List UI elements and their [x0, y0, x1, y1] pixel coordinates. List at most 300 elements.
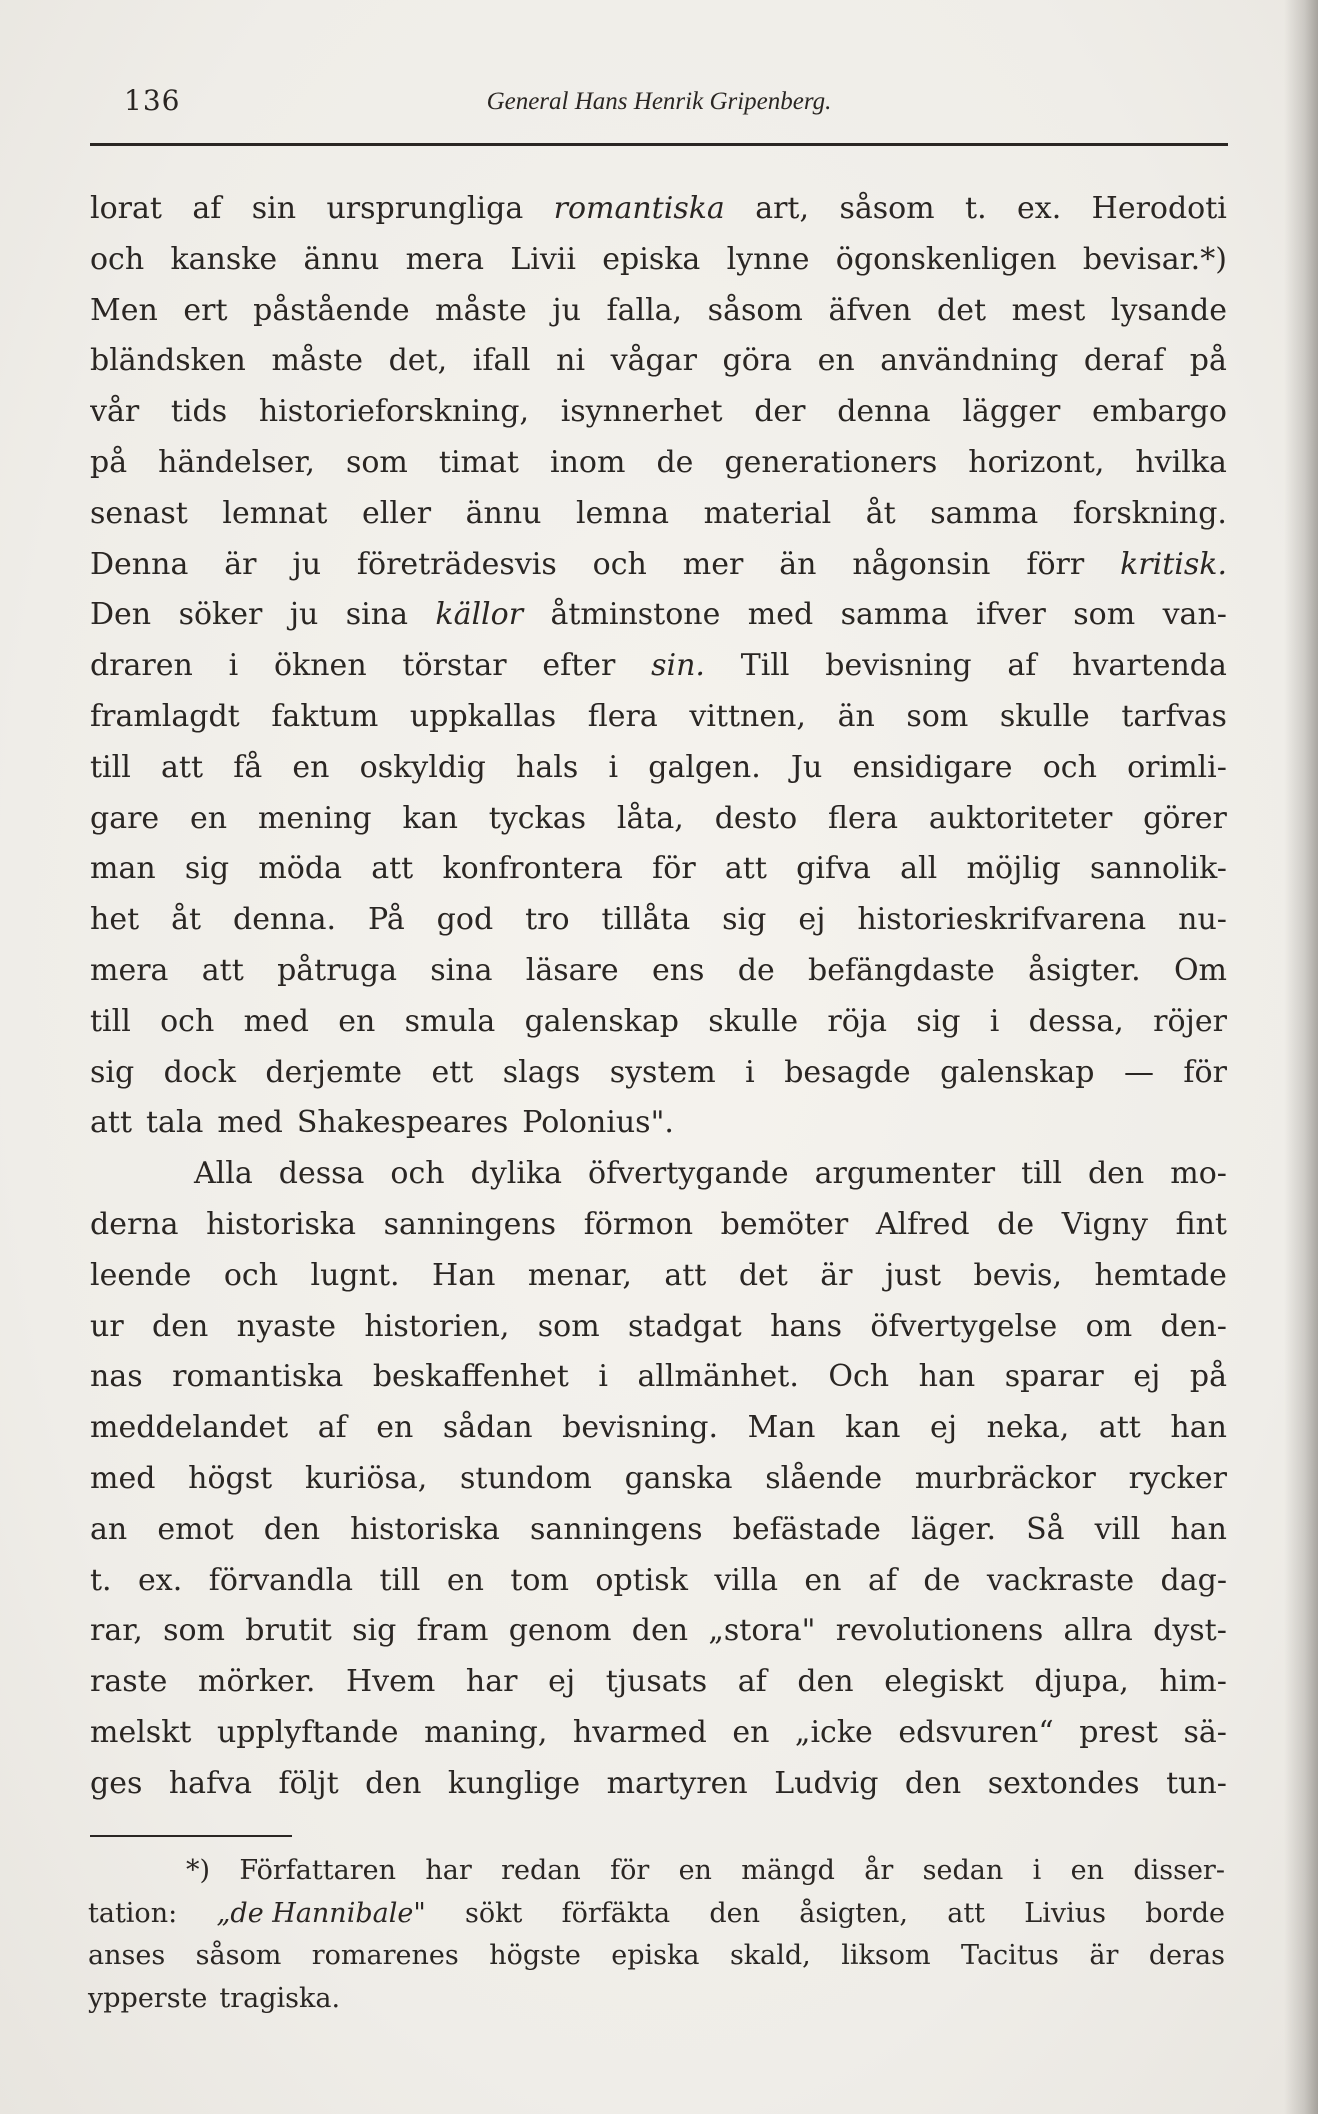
footnote-rule — [90, 1835, 292, 1837]
word: sanningens — [530, 1511, 703, 1547]
body-line — [90, 184, 1227, 235]
word: det, — [388, 343, 448, 379]
word: såsom — [839, 191, 935, 226]
word: tom — [510, 1562, 569, 1598]
word: öfvertygande — [588, 1156, 789, 1192]
body-line — [90, 438, 1227, 489]
word: kanske — [170, 241, 278, 277]
word: slående — [765, 1460, 883, 1496]
word: som — [345, 444, 408, 480]
word: hvarmed — [572, 1714, 707, 1750]
word: hans — [770, 1308, 842, 1344]
word: tillåta — [601, 902, 691, 938]
body-line — [90, 946, 1227, 997]
word: göra — [722, 343, 792, 379]
word: sig — [184, 851, 230, 887]
word: att — [90, 1105, 132, 1141]
word: flera — [587, 698, 658, 734]
word: på — [90, 444, 128, 480]
word: stadgat — [628, 1308, 742, 1344]
word: ju — [552, 292, 581, 328]
word: och — [1042, 749, 1097, 785]
word: van- — [1162, 597, 1227, 633]
word: som — [906, 698, 969, 734]
word: galgen. — [648, 749, 761, 785]
word: beskaffenhet — [372, 1359, 569, 1395]
word: öknen — [274, 648, 367, 684]
word: söker — [178, 597, 263, 633]
word: historiska — [206, 1206, 356, 1242]
word: ögonskenligen — [835, 241, 1057, 277]
word: möda — [258, 851, 342, 887]
word: att — [201, 952, 244, 988]
word: derna — [90, 1206, 179, 1242]
word: Alfred — [875, 1206, 970, 1242]
word: sina — [430, 952, 493, 988]
word: skulle — [999, 698, 1090, 734]
word: historieforskning, — [258, 394, 529, 430]
body-line — [90, 489, 1227, 540]
word: romantiska — [172, 1359, 344, 1395]
word: som — [1073, 597, 1136, 633]
word: samma — [840, 597, 949, 633]
word: sig — [916, 1003, 961, 1039]
body-line — [90, 997, 1227, 1048]
word: förmon — [583, 1206, 694, 1242]
word: Herodoti — [1091, 191, 1227, 226]
word: till — [379, 1562, 421, 1598]
word: att — [947, 1897, 986, 1929]
word: slags — [502, 1054, 581, 1090]
word: på — [1189, 343, 1227, 379]
word: sparar — [1004, 1359, 1104, 1395]
word: lemnat — [222, 495, 328, 531]
word: röjer — [1153, 1003, 1227, 1039]
word: Ludvig — [774, 1765, 879, 1801]
word: förvandla — [208, 1562, 354, 1598]
word: till — [90, 749, 131, 785]
word: draren — [90, 648, 193, 684]
word: lysande — [1110, 292, 1227, 328]
word: just — [885, 1257, 942, 1293]
word: fint — [1175, 1206, 1227, 1242]
word: På — [367, 902, 405, 938]
word: t. — [965, 191, 987, 226]
word: bevisar.*) — [1082, 241, 1227, 277]
word: melskt — [90, 1714, 192, 1750]
word: såsom — [707, 292, 803, 328]
word: sådan — [442, 1410, 533, 1446]
word: Författaren — [239, 1855, 396, 1886]
word: nyaste — [236, 1308, 337, 1344]
body-line — [90, 895, 1227, 946]
word: det — [937, 292, 987, 328]
word: på — [1189, 1359, 1227, 1395]
word: stundom — [460, 1460, 592, 1496]
word: bländsken — [90, 343, 246, 379]
word: en — [190, 800, 228, 836]
word: sedan — [922, 1855, 1004, 1886]
word: förr — [1026, 546, 1085, 582]
word: kan — [402, 800, 458, 836]
word: sin. — [651, 648, 705, 684]
word: „icke — [794, 1714, 873, 1750]
word: af — [737, 1664, 767, 1700]
word: i — [608, 749, 619, 785]
word: Man — [747, 1410, 816, 1446]
word: följt — [278, 1765, 339, 1801]
word: lynne — [726, 241, 810, 277]
word: om — [1085, 1308, 1133, 1344]
word: Hvem — [346, 1664, 436, 1700]
word: dyst- — [1153, 1613, 1227, 1649]
word: forskning. — [1072, 495, 1227, 531]
word: ett — [431, 1054, 474, 1090]
word: ej — [798, 902, 826, 938]
word: upplyftande — [216, 1714, 399, 1750]
word: läger. — [910, 1511, 997, 1547]
word: tro — [525, 902, 570, 938]
body-line — [90, 1505, 1227, 1556]
word: påtruga — [277, 952, 397, 988]
word: hemtade — [1094, 1257, 1227, 1293]
word: den- — [1160, 1308, 1227, 1344]
word: ensidigare — [852, 749, 1013, 785]
word: martyren — [606, 1765, 748, 1801]
word: maning, — [424, 1714, 548, 1750]
body-line — [90, 1708, 1227, 1759]
word: sannolik- — [1089, 851, 1227, 887]
word: med — [243, 1003, 309, 1039]
word: och — [160, 1003, 215, 1039]
word: ex. — [138, 1562, 183, 1598]
word: en — [804, 1562, 842, 1598]
word: år — [864, 1855, 894, 1886]
word: historieskrifvarena — [857, 902, 1147, 938]
word: bevisning. — [562, 1410, 719, 1446]
word: historien, — [364, 1308, 510, 1344]
body-line — [90, 1251, 1227, 1302]
word: orimli- — [1127, 749, 1227, 785]
word: faktum — [271, 698, 379, 734]
word: Men — [90, 292, 158, 328]
word: elegiskt — [884, 1664, 1004, 1700]
word: möjlig — [966, 851, 1061, 887]
word: flera — [828, 800, 899, 836]
word: en — [446, 1562, 484, 1598]
word: an — [90, 1511, 128, 1547]
word: tragiska. — [219, 1982, 341, 2014]
word: och — [592, 546, 647, 582]
page-header — [90, 84, 1228, 124]
word: all — [900, 851, 938, 887]
word: embargo — [1092, 394, 1227, 430]
word: och — [90, 241, 145, 277]
word: åtminstone — [550, 597, 721, 633]
word: denna — [837, 394, 931, 430]
word: ej — [1133, 1359, 1161, 1395]
word: leende — [90, 1257, 192, 1293]
body-line — [90, 387, 1227, 438]
word: man — [90, 851, 156, 887]
word: äfven — [828, 292, 912, 328]
word: auktoriteter — [928, 800, 1113, 836]
word: derjemte — [265, 1054, 402, 1090]
word: sin — [251, 191, 297, 226]
word: timat — [438, 444, 519, 480]
word: mest — [1011, 292, 1086, 328]
word: system — [609, 1054, 716, 1090]
word: af — [867, 1562, 897, 1598]
word: material — [703, 495, 832, 531]
word: ifver — [976, 597, 1046, 633]
word: ert — [183, 292, 228, 328]
word: tjusats — [605, 1664, 708, 1700]
word: öfvertygelse — [870, 1308, 1058, 1344]
word: är — [820, 1257, 853, 1293]
word: han — [1170, 1511, 1227, 1547]
body-line — [90, 1657, 1227, 1708]
word: ur — [90, 1308, 124, 1344]
word: tala — [146, 1105, 204, 1141]
word: nas — [90, 1359, 143, 1395]
word: hvartenda — [1072, 648, 1227, 684]
word: eller — [362, 495, 432, 531]
footnote-line — [88, 1935, 1225, 1978]
word: desto — [714, 800, 798, 836]
word: falla, — [606, 292, 683, 328]
word: ens — [651, 952, 705, 988]
word: med — [217, 1105, 283, 1141]
word: smula — [404, 1003, 496, 1039]
word: än — [779, 546, 817, 582]
word: för — [1183, 1054, 1227, 1090]
body-line — [90, 1098, 1227, 1149]
word: hals — [516, 749, 579, 785]
word: djupa, — [1034, 1664, 1129, 1700]
word: en — [338, 1003, 376, 1039]
body-line — [90, 641, 1227, 692]
word: emot — [157, 1511, 234, 1547]
word: mera — [405, 241, 485, 277]
word: mer — [682, 546, 744, 582]
word: befästade — [732, 1511, 881, 1547]
word: mängd — [741, 1855, 835, 1886]
word: mera — [90, 952, 169, 988]
word: god — [436, 902, 494, 938]
word: en — [678, 1855, 712, 1886]
word: kritisk. — [1120, 546, 1227, 582]
word: tarfvas — [1121, 698, 1227, 734]
word: kunglige — [447, 1765, 581, 1801]
word: ej — [548, 1664, 576, 1700]
word: episka — [611, 1940, 700, 1971]
word: villa — [714, 1562, 778, 1598]
word: Så — [1026, 1511, 1065, 1547]
page-number: 136 — [124, 84, 181, 117]
word: romarenes — [311, 1940, 459, 1971]
word: högst — [188, 1460, 273, 1496]
footnote-line — [88, 1893, 1225, 1936]
word: mörker. — [198, 1664, 316, 1700]
word: efter — [542, 648, 616, 684]
word: med — [747, 597, 814, 633]
word: raste — [90, 1664, 168, 1700]
word: hvilka — [1135, 444, 1227, 480]
word: källor — [435, 597, 524, 633]
word: konfrontera — [442, 851, 623, 887]
word: Om — [1173, 952, 1227, 988]
body-line — [90, 1352, 1227, 1403]
word: han — [1170, 1410, 1227, 1446]
word: dessa — [278, 1156, 365, 1192]
word: menar, — [527, 1257, 632, 1293]
word: lägger — [962, 394, 1061, 430]
word: törstar — [402, 648, 507, 684]
word: åsigten, — [799, 1897, 908, 1929]
word: Han — [432, 1257, 496, 1293]
word: ganska — [624, 1460, 733, 1496]
word: lemna — [576, 495, 670, 531]
word: och — [223, 1257, 279, 1293]
word: Den — [90, 597, 152, 633]
word: de — [997, 1206, 1035, 1242]
word: att — [1098, 1410, 1141, 1446]
word: him- — [1159, 1664, 1227, 1700]
word: åsigter. — [1028, 952, 1141, 988]
body-line — [90, 1403, 1227, 1454]
word: den — [904, 1765, 962, 1801]
word: oskyldig — [359, 749, 486, 785]
word: användning — [880, 343, 1059, 379]
word: galenskap — [524, 1003, 680, 1039]
word: han — [918, 1359, 976, 1395]
word: måste — [271, 343, 363, 379]
word: låta, — [616, 800, 684, 836]
word: neka, — [986, 1410, 1070, 1446]
word: i — [989, 1003, 1000, 1039]
footnote-line — [88, 1850, 1225, 1893]
word: vår — [90, 394, 140, 430]
word: der — [754, 394, 806, 430]
body-line — [90, 1149, 1227, 1200]
word: är — [1089, 1940, 1119, 1971]
word: ju — [292, 546, 322, 582]
page-edge-shadow — [1284, 0, 1318, 2114]
word: ännu — [465, 495, 542, 531]
body-line — [90, 1048, 1227, 1099]
word: skulle — [708, 1003, 799, 1039]
word: ännu — [303, 241, 380, 277]
word: nu- — [1178, 902, 1227, 938]
body-line — [90, 1302, 1227, 1353]
word: vittnen, — [689, 698, 806, 734]
word: meddelandet — [90, 1410, 289, 1446]
word: rar, — [90, 1613, 143, 1649]
word: åt — [865, 495, 896, 531]
word: argumenter — [814, 1156, 996, 1192]
word: redan — [501, 1855, 581, 1886]
word: romantiska — [553, 191, 725, 226]
word: Shakespeares — [296, 1105, 509, 1141]
word: besagde — [784, 1054, 911, 1090]
word: ex. — [1017, 191, 1062, 226]
word: och — [390, 1156, 445, 1192]
word: Livii — [510, 241, 576, 277]
word: att — [371, 851, 414, 887]
footnote-line — [88, 1978, 1225, 2021]
word: det — [738, 1257, 788, 1293]
word: liksom — [841, 1940, 931, 1971]
word: som — [537, 1308, 600, 1344]
body-line — [90, 1759, 1227, 1810]
word: denna. — [233, 902, 337, 938]
body-line — [90, 540, 1227, 591]
word: samma — [930, 495, 1039, 531]
word: kan — [845, 1410, 901, 1446]
word: som — [163, 1613, 225, 1649]
word: någonsin — [852, 546, 991, 582]
word: dock — [163, 1054, 236, 1090]
word: lorat — [90, 191, 162, 226]
word: att — [664, 1257, 707, 1293]
word: en — [1070, 1855, 1104, 1886]
word: bemöter — [720, 1206, 849, 1242]
word: — — [1123, 1054, 1154, 1090]
word: revolutionens — [835, 1613, 1044, 1649]
word: den — [709, 1897, 761, 1929]
word: dylika — [470, 1156, 563, 1192]
word: en — [817, 343, 855, 379]
word: t. — [90, 1562, 112, 1598]
word: „stora" — [708, 1613, 816, 1649]
word: en — [732, 1714, 770, 1750]
word: senast — [90, 495, 188, 531]
word: ursprungliga — [326, 191, 524, 226]
running-title: General Hans Henrik Gripenberg. — [486, 88, 832, 115]
word: än — [837, 698, 875, 734]
word: kuriösa, — [304, 1460, 428, 1496]
word: fram — [416, 1613, 489, 1649]
word: ifall — [472, 343, 531, 379]
body-line — [90, 235, 1227, 286]
word: att — [161, 749, 204, 785]
word: måste — [435, 292, 527, 328]
word: rycker — [1128, 1460, 1227, 1496]
word: deras — [1148, 1940, 1225, 1971]
word: tation: — [88, 1897, 178, 1929]
word: af — [317, 1410, 347, 1446]
word: görer — [1143, 800, 1227, 836]
word: i — [1032, 1855, 1042, 1886]
word: borde — [1145, 1897, 1225, 1929]
word: tids — [170, 394, 228, 430]
body-line — [90, 1454, 1227, 1505]
word: en — [292, 749, 330, 785]
word: optisk — [595, 1562, 688, 1598]
word: mo- — [1170, 1156, 1227, 1192]
word: den — [152, 1308, 209, 1344]
word: *) — [186, 1855, 211, 1886]
word: lugnt. — [310, 1257, 400, 1293]
body-line — [90, 590, 1227, 641]
word: de — [923, 1562, 961, 1598]
word: de — [737, 952, 775, 988]
word: historiska — [350, 1511, 500, 1547]
word: tyckas — [488, 800, 587, 836]
word: isynnerhet — [560, 394, 723, 430]
word: händelser, — [158, 444, 315, 480]
